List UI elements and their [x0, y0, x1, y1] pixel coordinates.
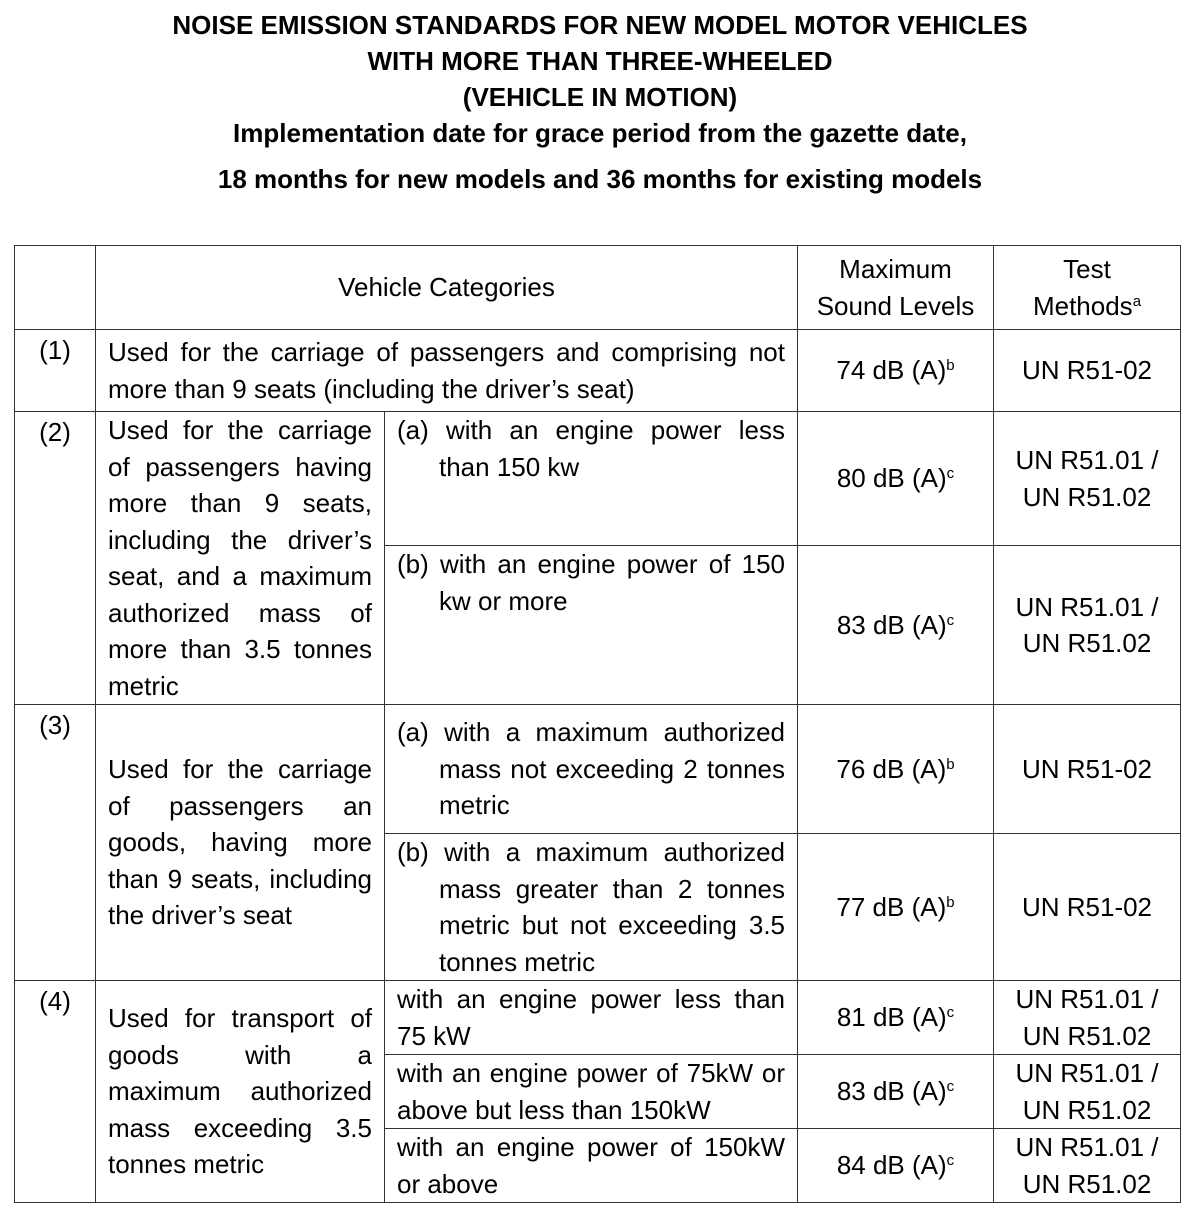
category-cell: Used for transport of goods with a maximum authorized mass exceeding 3.5 tonnes metric — [96, 981, 385, 1203]
subcategory-cell: (a) with a maximum authorized mass not exceeding 2 tonnes metric — [385, 705, 798, 834]
category-cell: Used for the carriage of passengers having more than 9 seats, including the driver’s seat, and a maximum authorized mass of more than 3.5 tonnes metric — [96, 412, 385, 705]
test-method-cell: UN R51.01 / UN R51.02 — [994, 412, 1181, 546]
title-line-5: 18 months for new models and 36 months for existing models — [217, 164, 983, 194]
header-categories: Vehicle Categories — [96, 246, 798, 330]
test-method-cell: UN R51.01 / UN R51.02 — [994, 981, 1181, 1055]
test-method-cell: UN R51-02 — [994, 705, 1181, 834]
test-method-cell: UN R51.01 / UN R51.02 — [994, 546, 1181, 705]
table-row — [15, 412, 1181, 546]
noise-standards-table — [14, 245, 1181, 1203]
row-number: (3) — [15, 705, 96, 981]
row-number: (2) — [15, 412, 96, 705]
test-method-cell: UN R51-02 — [994, 834, 1181, 981]
subcategory-cell: (b) with an engine power of 150 kw or more — [385, 546, 798, 705]
subcategory-cell: with an engine power of 75kW or above but less than 150kW — [385, 1055, 798, 1129]
title-line-2: WITH MORE THAN THREE-WHEELED — [367, 46, 833, 76]
sound-level-cell: 84 dB $(A)^c$ — [798, 1129, 994, 1203]
header-max-sound: Maximum Sound Levels — [798, 246, 994, 330]
title-line-1: NOISE EMISSION STANDARDS FOR NEW MODEL MOTOR VEHICLES — [172, 10, 1028, 40]
table-row — [15, 981, 1181, 1055]
table-row — [15, 705, 1181, 834]
row-number: (4) — [15, 981, 96, 1203]
subcategory-cell: (b) with a maximum authorized mass greater than 2 tonnes metric but not exceeding 3.5 tonnes metric — [385, 834, 798, 981]
test-method-cell: UN R51.01 / UN R51.02 — [994, 1129, 1181, 1203]
sound-level-cell: 83 dB $(A)^c$ — [798, 546, 994, 705]
sound-level-cell: 76 dB $(A)^b$ — [798, 705, 994, 834]
header-row — [15, 246, 1181, 330]
row-number: (1) — [15, 330, 96, 412]
header-num-cell — [15, 246, 96, 330]
sound-level-cell: 83 dB $(A)^c$ — [798, 1055, 994, 1129]
sound-level-cell: 80 dB $(A)^c$ — [798, 412, 994, 546]
category-cell: Used for the carriage of passengers and comprising not more than 9 seats (including the driver’s seat) — [96, 330, 798, 412]
subcategory-cell: with an engine power less than 75 kW — [385, 981, 798, 1055]
sound-level-cell: 74 dB $(A)^b$ — [798, 330, 994, 412]
test-method-cell: UN R51-02 — [994, 330, 1181, 412]
category-cell: Used for the carriage of passengers an goods, having more than 9 seats, including the driver’s seat — [96, 705, 385, 981]
title-line-4: Implementation date for grace period from the gazette date, — [233, 118, 967, 148]
sound-level-cell: 81 dB $(A)^c$ — [798, 981, 994, 1055]
table-row — [15, 330, 1181, 412]
subcategory-cell: with an engine power of 150kW or above — [385, 1129, 798, 1203]
test-method-cell: UN R51.01 / UN R51.02 — [994, 1055, 1181, 1129]
title-line-3: (VEHICLE IN MOTION) — [462, 82, 738, 112]
sound-level-cell: 77 dB $(A)^b$ — [798, 834, 994, 981]
subcategory-cell: (a) with an engine power less than 150 kw — [385, 412, 798, 546]
header-test-methods: Test Methods$^a$ — [994, 246, 1181, 330]
